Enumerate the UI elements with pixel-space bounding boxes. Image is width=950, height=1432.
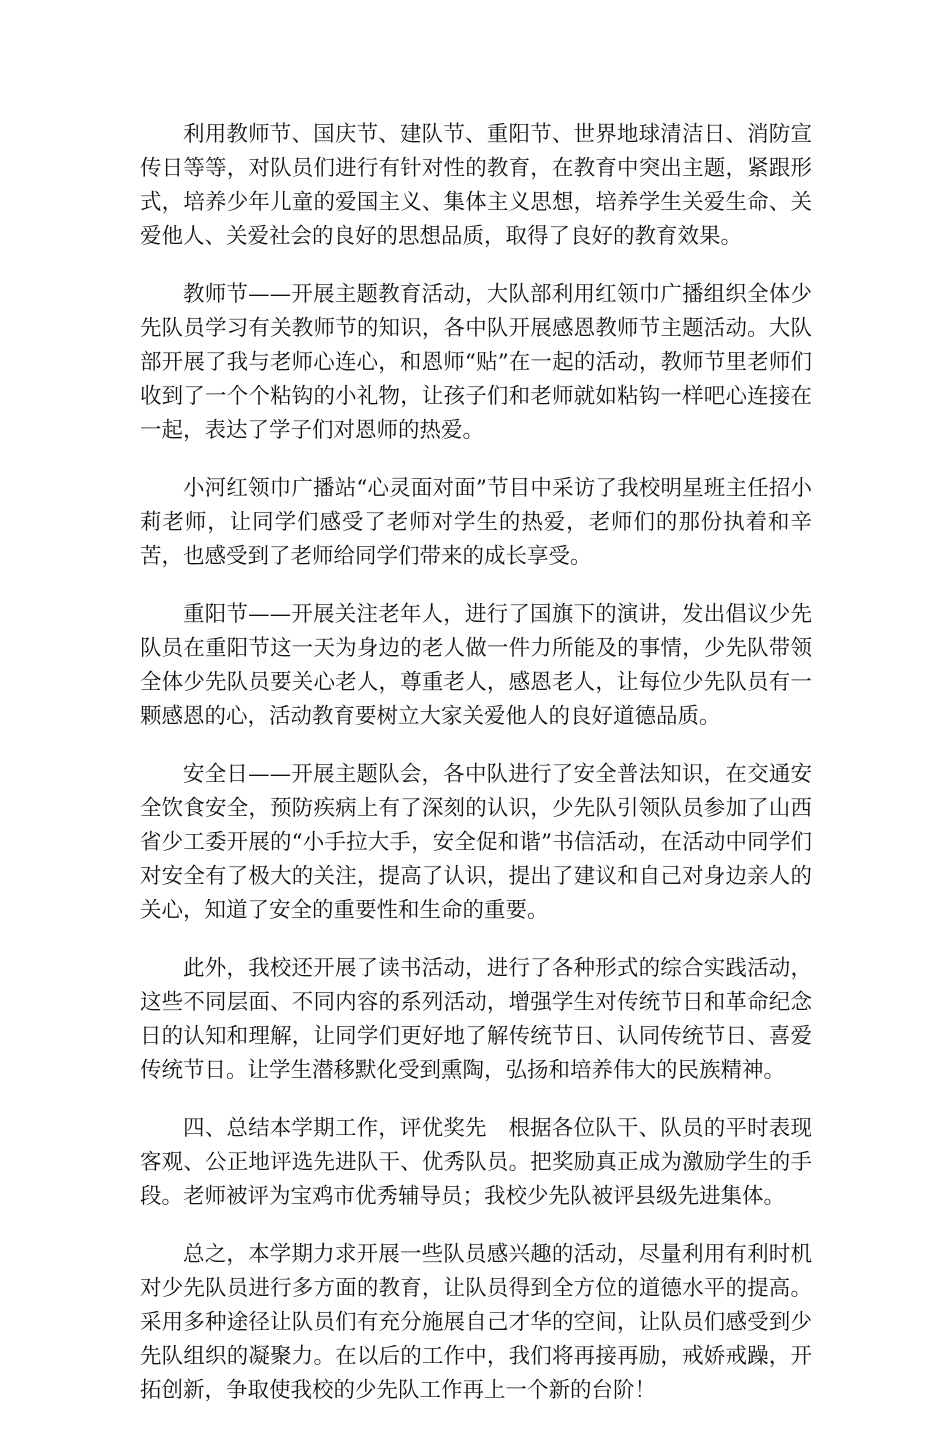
- paragraph-conclusion: 总之，本学期力求开展一些队员感兴趣的活动，尽量利用有利时机对少先队员进行多方面的教育，让队员得到全方位的道德水平的提高。采用多种途径让队员们有充分施展自己才华的空间，让队员们感受到少先队组织的凝聚力。在以后的工作中，我们将再接再励，戒娇戒躁，开拓创新，争取使我校的少先队工作再上一个新的台阶！: [140, 1242, 812, 1403]
- paragraph-awards-summary: 四、总结本学期工作，评优奖先 根据各位队干、队员的平时表现客观、公正地评选先进队干、优秀队员。把奖励真正成为激励学生的手段。老师被评为宝鸡市优秀辅导员；我校少先队被评县级先进集体。: [140, 1116, 812, 1209]
- paragraph-reading-activities: 此外，我校还开展了读书活动，进行了各种形式的综合实践活动，这些不同层面、不同内容的系列活动，增强学生对传统节日和革命纪念日的认知和理解，让同学们更好地了解传统节日、认同传统节日、喜爱传统节日。让学生潜移默化受到熏陶，弘扬和培养伟大的民族精神。: [140, 956, 812, 1083]
- paragraph-double-ninth: 重阳节——开展关注老年人，进行了国旗下的演讲，发出倡议少先队员在重阳节这一天为身边的老人做一件力所能及的事情，少先队带领全体少先队员要关心老人，尊重老人，感恩老人，让每位少先队员有一颗感恩的心，活动教育要树立大家关爱他人的良好道德品质。: [140, 602, 812, 729]
- paragraph-safety-day: 安全日——开展主题队会，各中队进行了安全普法知识，在交通安全饮食安全，预防疾病上有了深刻的认识，少先队引领队员参加了山西省少工委开展的“小手拉大手，安全促和谐”书信活动，在活动中同学们对安全有了极大的关注，提高了认识，提出了建议和自己对身边亲人的关心，知道了安全的重要性和生命的重要。: [140, 762, 812, 923]
- paragraph-radio-station: 小河红领巾广播站“心灵面对面”节目中采访了我校明星班主任招小莉老师，让同学们感受了老师对学生的热爱，老师们的那份执着和辛苦，也感受到了老师给同学们带来的成长享受。: [140, 476, 812, 569]
- paragraph-teachers-day: 教师节——开展主题教育活动，大队部利用红领巾广播组织全体少先队员学习有关教师节的知识，各中队开展感恩教师节主题活动。大队部开展了我与老师心连心，和恩师“贴”在一起的活动，教师节里老师们收到了一个个粘钩的小礼物，让孩子们和老师就如粘钩一样吧心连接在一起，表达了学子们对恩师的热爱。: [140, 282, 812, 443]
- document-body: [140, 118, 812, 1432]
- paragraph-festival-education: 利用教师节、国庆节、建队节、重阳节、世界地球清洁日、消防宣传日等等，对队员们进行有针对性的教育，在教育中突出主题，紧跟形式，培养少年儿童的爱国主义、集体主义思想，培养学生关爱生命、关爱他人、关爱社会的良好的思想品质，取得了良好的教育效果。: [140, 122, 812, 249]
